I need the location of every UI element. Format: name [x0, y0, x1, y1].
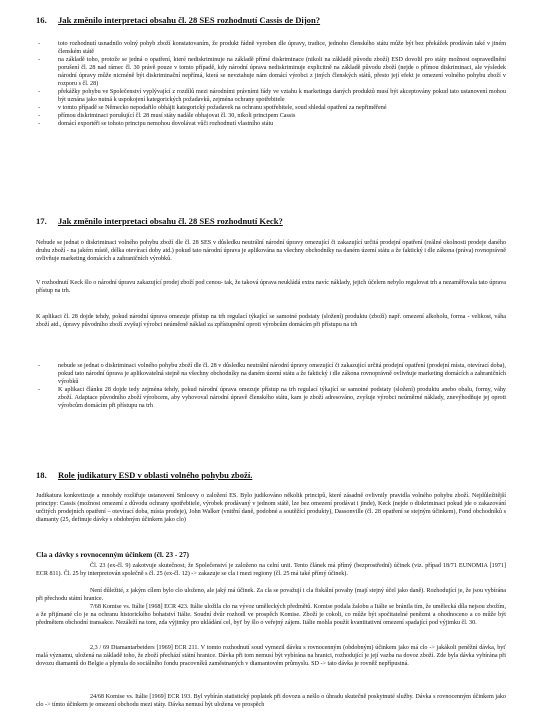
list-item: - v tomto případě se Německo nepodařilo obhájit kategorický požadavek na ochranu spotřebitele, soud shledal opatření za nepřiměřené	[38, 105, 387, 112]
list-item: - překážky pohybu ve Společenství vyplývající z rozdílů mezi národními právními řády ve vztahu k marketingu daných produktů musí být akceptovány pokud tato ustanovení mohou být uznána jako nutná k uspokojení kategorických požadavků, zejména ochrany spotřebitele	[38, 89, 506, 104]
question-16-heading	[36, 15, 320, 25]
subheading-customs-duties: Cla a dávky s rovnocenným účinkem (čl. 23 - 27)	[36, 550, 190, 559]
question-18-number: 18.	[36, 470, 47, 480]
list-item: - K aplikaci článku 28 dojde tedy zejména tehdy, pokud národní úprava omezuje přístup na trh regulací týkající se samotné podstaty (složení) produktu anebo obalu, formy, váhy zboží. Adaptace původního zboží výrobcem, aby vyhovoval národní úpravě členského státu, kam je zboží adresováno, zvyšuje výrobci neúměrné náklady, znevýhodňuje jej oproti výrobcům domácím při přístupu na trh	[38, 387, 506, 410]
question-18-paragraph-3: Není důležité, z jakým cílem bylo clo uloženo, ale jaký má účinek. Za cla se považují i cla fiskální povahy (mají stejný účel jako daně). Rozhodující je, že jsou vybírána při přechodu státní hranice.	[36, 588, 506, 603]
bullet-dash: -	[38, 121, 41, 128]
question-18-paragraph-4: 7/68 Komise vs. Itálie [1968] ECR 423. Itálie uložila clo na vývoz uměleckých předmětů. Komise podala žalobu a Itálie se bránila tím, že umělecká díla nejsou zbožím, a že přijímané clo je na ochranu historického bohatství Itálie. Soudní dvůr rozhodl ve prospěch Komise. Zboží je cokoli, co může být spočitatelné penězmi a ohodnoceno a co může být předmětem obchodní transakce. Nezáleží na tom, zda výjimky pro ukládání cel, byt' by šlo o veřejný zájem. Itálie mohla použít kvantitativní omezení spadající pod výjimku čl. 30.	[36, 604, 506, 627]
question-18-paragraph-2: Čl. 23 (ex-čl. 9) zakotvuje skutečnost, že Společenství je založeno na celní unii. Tento článek má přímý (bezprostřední) účinek (viz. případ 18/71 EUNOMIA [1971] ECR 811). Čl. 25 by interpretován společně s čl. 25 (ex-čl. 12) -> zakazuje se cla i mezi regiony (čl. 25 má také přímý účinek).	[36, 563, 506, 578]
question-18-title: Role judikatury ESD v oblasti volného pohybu zboží.	[58, 470, 253, 480]
list-item: - domácí exportéři se tohoto principu nemohou dovolávat vůči rozhodnutí vlastního státu	[38, 121, 274, 128]
bullet-dash: -	[38, 387, 41, 394]
list-item: - přímou diskriminaci porušující čl. 28 musí státy nadále obhajovat čl. 30, nikoli principem Cassis	[38, 113, 296, 120]
question-17-heading	[36, 216, 283, 226]
question-18-paragraph-5: 2,3 / 69 Diamantarbeiders [1969] ECR 211. V tomto rozhodnutí soud vymezil dávku s rovnocenným (obdobným) účinkem jako má clo -> jakákoli peněžní dávka, byť malá významu, uložená na základě toho, že zboží přechází státní hranice. Dávka při tom nemusí být vybírána na hranici, rozhodující je její vazba na dovoz zboží. Zde byla dávka vybírána při dovozu diamantů do Belgie a plynula do sociálního fondu pracovníků zaměstnaných v diamantovém průmyslu. SD -> tato dávka je rovněž nepřípustná.	[36, 645, 506, 668]
question-17-paragraph-3: K aplikaci čl. 28 dojde tehdy, pokud národní úprava omezuje přístup na trh regulací týkající se samotné podstaty (složení) produktu (zboží) např. omezení alkoholu, forma - velikost, váha zboží atd., úpravy původního zboží zvyšují výrobci neúměrně náklad za zpřístupnění oproti výrobcům domácím při přístupu na trh	[36, 314, 506, 329]
question-16-title: Jak změnilo interpretaci obsahu čl. 28 SES rozhodnutí Cassis de Dijon?	[58, 15, 321, 25]
question-18-paragraph-6: 24/68 Komise vs. Itálie [1969] ECR 193. Byl vybírán statistický poplatek při dovozu a nešlo o úhradu skutečně poskytnuté služby. Dávka s rovnocenným účinkem jako clo -> tímto účinkem je omezení obchodu mezi státy. Dávka nemusí být uložena ve prospěch	[36, 694, 506, 709]
question-17-number: 17.	[36, 216, 47, 226]
list-item: - nebude se jednat o diskriminaci volného pohybu zboží dle čl. 28 v důsledku neutrální národní úpravy omezující či zakazující určitá prodejní opatření (prodejní místa, otevírací doba), pokud tato národní úprava je aplikovatelná stejně na všechny obchodníky na daném území státu a že faktický i dle zákona rovnoprávně ovlivňuje marketing domácích a zahraničních výrobků	[38, 363, 506, 386]
question-16-bullets	[36, 40, 506, 129]
question-17-bullets	[36, 362, 506, 410]
bullet-dash: -	[38, 41, 41, 47]
question-17-title: Jak změnilo interpretaci obsahu čl. 28 SES rozhodnutí Keck?	[58, 216, 283, 226]
bullet-dash: -	[38, 89, 41, 96]
list-item: - toto rozhodnutí usnadnilo volný pohyb zboží konstatovaním, že produkt řádně vyroben dle úpravy, tradice, jednoho členského státu může být bez překážek prodáván také v jiném členském státě	[38, 41, 506, 56]
bullet-dash: -	[38, 57, 41, 64]
question-17-paragraph-2: V rozhodnutí Keck šlo o národní úpravu zakazující prodej zboží pod cenou- tak, že taková úprava neukládá extra navíc náklady, jejich účelem nebylo regulovat trh a nezaměřovala tato úprava přístup na trh.	[36, 280, 506, 295]
bullet-dash: -	[38, 113, 41, 120]
question-17-paragraph-1: Nebude se jednat o diskriminaci volného pohybu zboží dle čl. 28 SES v důsledku neutrální národní úpravy omezující či zakazující určitá prodejní opatření (reálné okolnosti prodeje daného druhu zboží - na jakém místě, délka otevírací doby atd.) pokud tato národní úprava je aplikována na všechny obchodníky na daném území státu a že faktický i dle zákona (práva) rovnoprávně ovlivňuje marketing domácích a zahraničních výrobků.	[36, 240, 506, 263]
bullet-dash: -	[38, 105, 41, 112]
list-item: - na základě toho, protože se jedná o opatření, které nediskriminuje na základě přímé diskriminace (nikoli na základě původu zboží) ESD dovolil pro státy možnost ospravedlnění porušení čl. 28 nad rámec čl. 30 právě pouze v tomto případě, kdy národní úprava nediskriminuje explicitně na základě původu zboží (nejde o přímou diskriminaci, ale výsledek národní úpravy může nicméně být diskriminační nepřímá, která se nevztahuje nám domácí výrobci z jiných členských států, přesto její efekt je omezení volného pohybu zboží v rozporu s čl. 28)	[38, 57, 506, 88]
question-16-number: 16.	[36, 15, 47, 25]
question-18-paragraph-1: Judikatura konkretizuje a mnohdy rozšiřuje ustanovení Smlouvy o založení ES. Bylo judikováno několik principů, které zásadně ovlivnily pravidla volného pohybu zboží. Nejdůležitější principy: Cassis (možnost omezení z důvodu ochrany spotřebitele, výrobek prodávaný v jednom státě, lze bez omezení prodávat i jinde), Keck (nejde o diskriminaci pokud jde o zakazování určitých prodejních opatření – otevírací doba, místa prodeje), John Walker (vnitřní daně, podobné a soutěžící produkty), Dassonville (čl. 28 opatření se stejným účinkem), Fond obchodníků s diamanty (25, definuje dávky s obdobným účinkem jako clo)	[36, 493, 506, 524]
bullet-dash: -	[38, 363, 41, 369]
question-18-heading	[36, 470, 252, 480]
